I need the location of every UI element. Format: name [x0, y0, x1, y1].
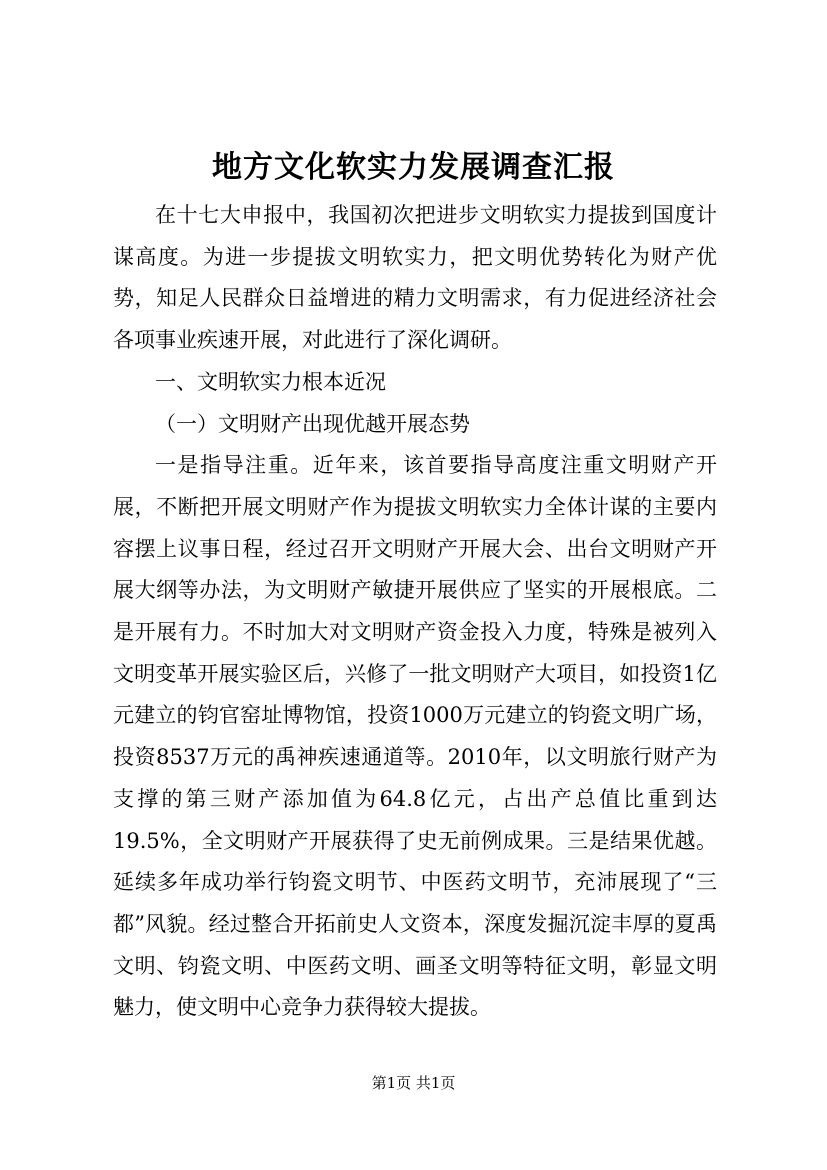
- body-paragraph: 一是指导注重。近年来，该首要指导高度注重文明财产开展，不断把开展文明财产作为提拔文明软实力全体计谋的主要内容摆上议事日程，经过召开文明财产开展大会、出台文明财产开展大纲等办法，为文明财产敏捷开展供应了坚实的开展根底。二是开展有力。不时加大对文明财产资金投入力度，特殊是被列入文明变革开展实验区后，兴修了一批文明财产大项目，如投资1亿元建立的钧官窑址博物馆，投资1000万元建立的钧瓷文明广场，投资8537万元的禹神疾速通道等。2010年，以文明旅行财产为支撑的第三财产添加值为64.8亿元，占出产总值比重到达19.5%，全文明财产开展获得了史无前例成果。三是结果优越。延续多年成功举行钧瓷文明节、中医药文明节，充沛展现了“三都”风貌。经过整合开拓前史人文资本，深度发掘沉淀丰厚的夏禹文明、钧瓷文明、中医药文明、画圣文明等特征文明，彰显文明魅力，使文明中心竞争力获得较大提拔。: [113, 453, 717, 1020]
- subsection-heading: （一）文明财产出现优越开展态势: [155, 411, 470, 436]
- intro-paragraph: 在十七大申报中，我国初次把进步文明软实力提拔到国度计谋高度。为进一步提拔文明软实力，把文明优势转化为财产优势，知足人民群众日益增进的精力文明需求，有力促进经济社会各项事业疾速开展，对此进行了深化调研。: [113, 203, 717, 353]
- document-body: [113, 195, 717, 1029]
- document-title: 地方文化软实力发展调查汇报: [212, 150, 615, 185]
- page-footer: 第1页 共1页: [371, 1074, 456, 1092]
- section-heading: 一、文明软实力根本近况: [155, 369, 386, 394]
